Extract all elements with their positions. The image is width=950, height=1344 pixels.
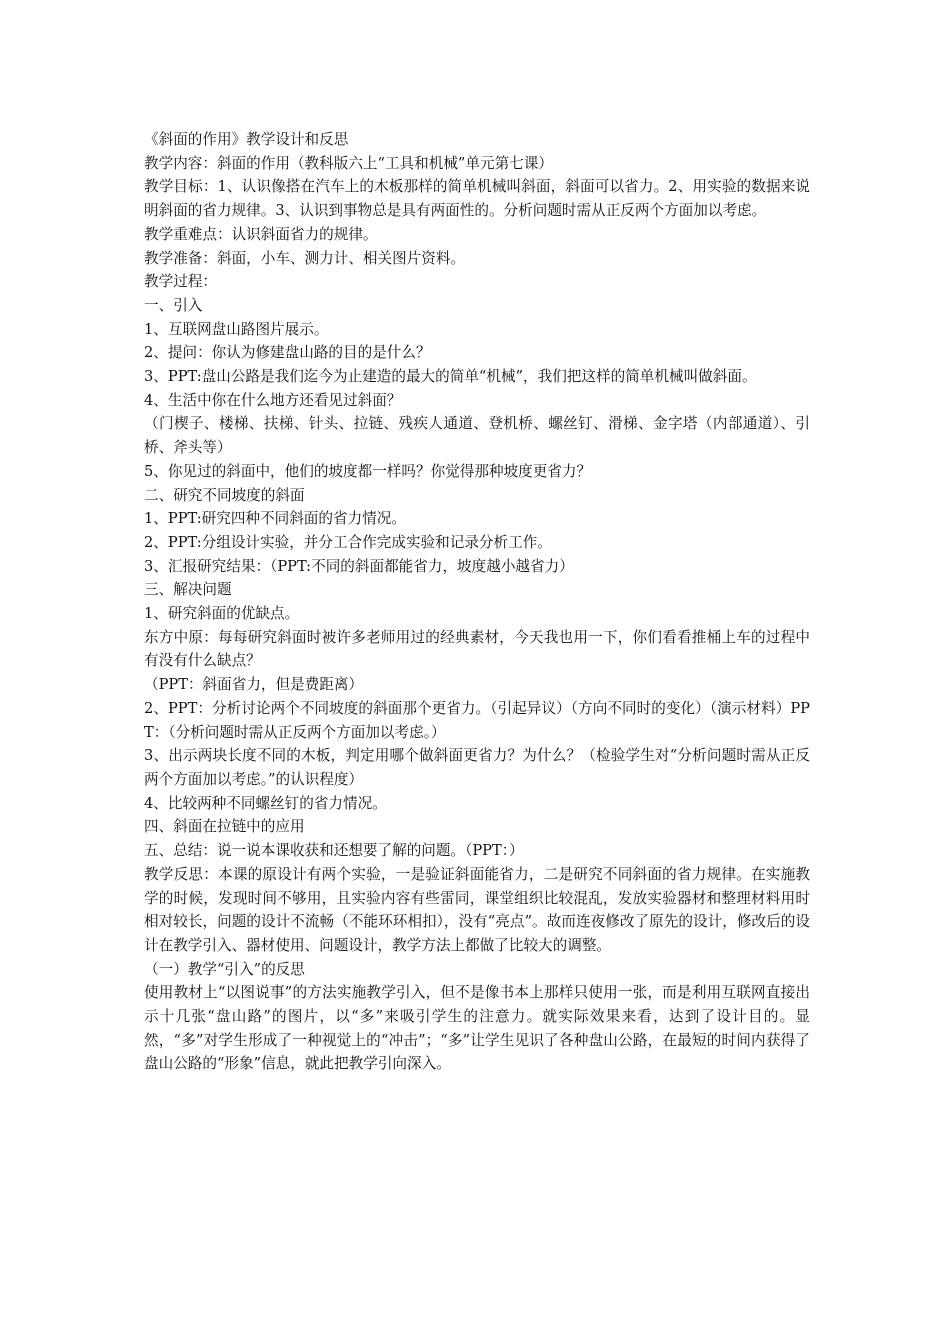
document-title: 《斜面的作用》教学设计和反思 (144, 131, 349, 148)
intro-step-2: 2、提问：你认为修建盘山路的目的是什么？ (144, 344, 431, 362)
teaching-preparation: 教学准备：斜面，小车、测力计、相关图片资料。 (144, 249, 466, 267)
solve-ppt-note: （PPT：斜面省力，但是费距离） (144, 676, 364, 694)
document-body (144, 128, 810, 1076)
teaching-goals: 教学目标：1、认识像搭在汽车上的木板那样的简单机械叫斜面，斜面可以省力。2、用实验的数据来说明斜面的省力规律。3、认识到事物总是具有两面性的。分析问题时需从正反两个方面加以考虑。 (144, 178, 810, 220)
intro-examples: （门楔子、楼梯、扶梯、针头、拉链、残疾人通道、登机桥、螺丝钉、滑梯、金字塔（内部通道）、引桥、斧头等） (144, 415, 810, 457)
section-heading-zipper: 四、斜面在拉链中的应用 (144, 818, 305, 836)
research-step-1: 1、PPT:研究四种不同斜面的省力情况。 (144, 510, 406, 528)
section-heading-solve: 三、解决问题 (144, 581, 232, 599)
research-step-2: 2、PPT:分组设计实验，并分工合作完成实验和记录分析工作。 (144, 533, 552, 551)
teaching-reflection: 教学反思：本课的原设计有两个实验，一是验证斜面能省力，二是研究不同斜面的省力规律。在实施教学的时候，发现时间不够用，且实验内容有些雷同，课堂组织比较混乱，发放实验器材和整理材料用时相对较长，问题的设计不流畅（不能环环相扣），没有“亮点”。故而连夜修改了原先的设计，修改后的设计在教学引入、器材使用、问题设计，教学方法上都做了比较大的调整。 (144, 865, 810, 954)
solve-step-3: 3、出示两块长度不同的木板，判定用哪个做斜面更省力？为什么？（检验学生对“分析问题时需从正反两个方面加以考虑。”的认识程度） (144, 747, 810, 788)
solve-material: 东方中原：每每研究斜面时被许多老师用过的经典素材，今天我也用一下，你们看看推桶上车的过程中有没有什么缺点？ (144, 628, 810, 670)
teaching-process-heading: 教学过程： (144, 273, 217, 291)
solve-step-2: 2、PPT：分析讨论两个不同坡度的斜面那个更省力。（引起异议）（方向不同时的变化）（演示材料）PPT：（分析问题时需从正反两个方面加以考虑。） (144, 699, 810, 741)
solve-step-1: 1、研究斜面的优缺点。 (144, 605, 300, 623)
intro-step-3: 3、PPT:盘山公路是我们迄今为止建造的最大的简单“机械”，我们把这样的简单机械叫做斜面。 (144, 368, 757, 386)
intro-step-4: 4、生活中你在什么地方还看见过斜面？ (144, 391, 402, 409)
section-heading-summary: 五、总结：说一说本课收获和还想要了解的问题。（PPT：） (144, 842, 524, 860)
research-step-3: 3、汇报研究结果：（PPT:不同的斜面都能省力，坡度越小越省力） (144, 557, 574, 575)
reflection-intro-body: 使用教材上“以图说事”的方法实施教学引入，但不是像书本上那样只使用一张，而是利用互联网直接出示十几张“盘山路”的图片，以“多”来吸引学生的注意力。就实际效果来看，达到了设计目的。显然，“多”对学生形成了一种视觉上的“冲击”；“多”让学生见识了各种盘山公路，在最短的时间内获得了盘山公路的“形象”信息，就此把教学引向深入。 (144, 984, 810, 1073)
section-heading-research: 二、研究不同坡度的斜面 (144, 486, 305, 504)
intro-step-1: 1、互联网盘山路图片展示。 (144, 320, 329, 338)
solve-step-4: 4、比较两种不同螺丝钉的省力情况。 (144, 794, 387, 812)
reflection-subheading-intro: （一）教学“引入”的反思 (144, 960, 305, 978)
teaching-content: 教学内容：斜面的作用（教科版六上“工具和机械”单元第七课） (144, 154, 553, 172)
intro-step-5: 5、你见过的斜面中，他们的坡度都一样吗？你觉得那种坡度更省力？ (144, 462, 592, 480)
section-heading-intro: 一、引入 (144, 296, 203, 314)
key-difficulty: 教学重难点：认识斜面省力的规律。 (144, 225, 378, 243)
